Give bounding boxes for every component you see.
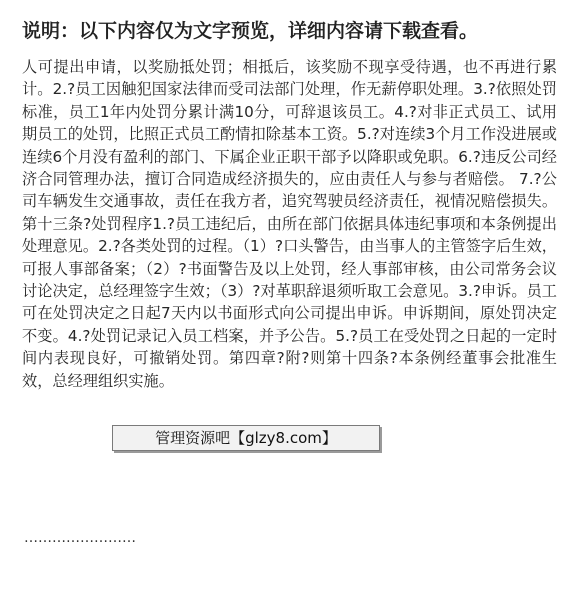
preview-notice-heading: 说明：以下内容仅为文字预览，详细内容请下载查看。	[22, 20, 479, 42]
watermark-logo: 管理资源吧【glzy8.com】	[112, 425, 380, 451]
truncation-ellipsis: ……………………	[24, 530, 136, 546]
document-body-text: 人可提出申请，以奖励抵处罚；相抵后，该奖励不现享受待遇，也不再进行累计。2.?员工因触犯国家法律而受司法部门处理，作无薪停职处理。3.?依照处罚标准，员工1年内处罚分累计满10分，可辞退该员工。4.?对非正式员工、试用期员工的处罚，比照正式员工酌情扣除基本工资。5.?对连续3个月工作没进展或连续6个月没有盈利的部门、下属企业正职干部予以降职或免职。6.?违反公司经济合同管理办法，擅订合同造成经济损失的，应由责任人与参与者赔偿。 7.?公司车辆发生交通事故，责任在我方者，追究驾驶员经济责任，视情况赔偿损失。第十三条?处罚程序1.?员工违纪后，由所在部门依据具体违纪事项和本条例提出处理意见。2.?各类处罚的过程。（1）?口头警告，由当事人的主管签字后生效，可报人事部备案；（2）?书面警告及以上处罚，经人事部审核，由公司常务会议讨论决定，总经理签字生效；（3）?对革职辞退须听取工会意见。3.?申诉。员工可在处罚决定之日起7天内以书面形式向公司提出申诉。申诉期间，原处罚决定不变。4.?处罚记录记入员工档案，并予公告。5.?员工在受处罚之日起的一定时间内表现良好，可撤销处罚。第四章?附?则第十四条?本条例经董事会批准生效，总经理组织实施。	[22, 58, 557, 390]
